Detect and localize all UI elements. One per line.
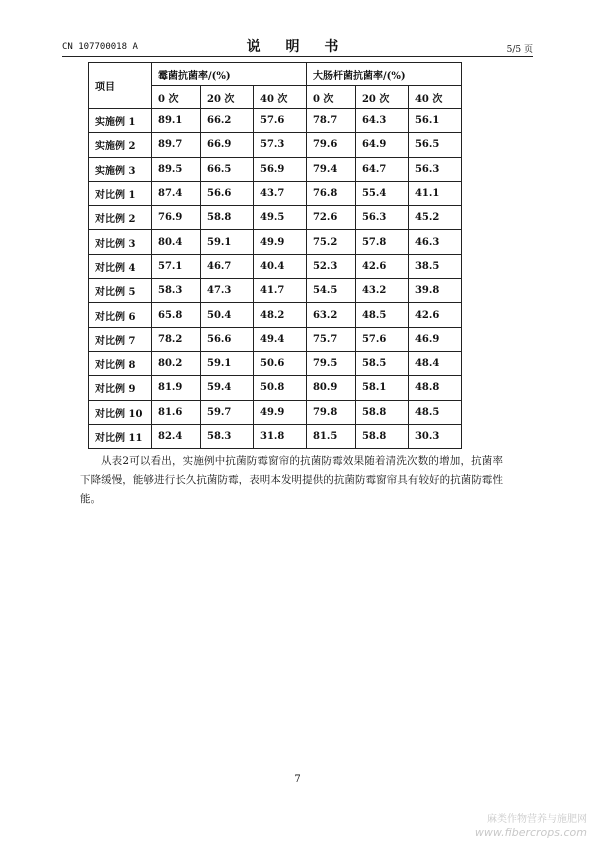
value-cell: 58.8 [201, 206, 254, 230]
value-cell: 39.8 [408, 279, 461, 303]
value-cell: 55.4 [355, 181, 408, 205]
value-cell: 47.3 [201, 279, 254, 303]
body-paragraph: 从表2可以看出，实施例中抗菌防霉窗帘的抗菌防霉效果随着清洗次数的增加，抗菌率下降缓慢，能够进行长久抗菌防霉，表明本发明提供的抗菌防霉窗帘具有较好的抗菌防霉性能。 [80, 455, 503, 505]
value-cell: 50.6 [253, 351, 306, 375]
value-cell: 89.7 [152, 133, 201, 157]
row-label: 实施例 2 [89, 133, 152, 157]
value-cell: 52.3 [306, 254, 355, 278]
table-row [89, 424, 462, 448]
value-cell: 81.5 [306, 424, 355, 448]
value-cell: 76.8 [306, 181, 355, 205]
row-label: 对比例 3 [89, 230, 152, 254]
value-cell: 56.6 [201, 181, 254, 205]
value-cell: 79.4 [306, 157, 355, 181]
value-cell: 46.3 [408, 230, 461, 254]
value-cell: 80.2 [152, 351, 201, 375]
value-cell: 56.6 [201, 327, 254, 351]
value-cell: 56.5 [408, 133, 461, 157]
value-cell: 58.3 [201, 424, 254, 448]
value-cell: 43.2 [355, 279, 408, 303]
table-row [89, 133, 462, 157]
subheader-cell: 40 次 [253, 86, 306, 109]
watermark [475, 813, 587, 839]
value-cell: 81.6 [152, 400, 201, 424]
value-cell: 64.7 [355, 157, 408, 181]
value-cell: 63.2 [306, 303, 355, 327]
value-cell: 66.9 [201, 133, 254, 157]
value-cell: 89.5 [152, 157, 201, 181]
watermark-url: www.fibercrops.com [474, 826, 587, 839]
document-title: 说 明 书 [246, 39, 349, 55]
table-row [89, 230, 462, 254]
table-row [89, 376, 462, 400]
value-cell: 54.5 [306, 279, 355, 303]
value-cell: 56.3 [355, 206, 408, 230]
ecoli-group-header: 大肠杆菌抗菌率/(%) [306, 63, 461, 86]
value-cell: 79.6 [306, 133, 355, 157]
subheader-cell: 20 次 [355, 86, 408, 109]
value-cell: 89.1 [152, 109, 201, 133]
value-cell: 59.1 [201, 351, 254, 375]
row-label: 实施例 1 [89, 109, 152, 133]
table-row [89, 351, 462, 375]
value-cell: 58.3 [152, 279, 201, 303]
value-cell: 46.7 [201, 254, 254, 278]
row-label: 对比例 7 [89, 327, 152, 351]
value-cell: 48.8 [408, 376, 461, 400]
value-cell: 66.5 [201, 157, 254, 181]
mold-group-header: 霉菌抗菌率/(%) [152, 63, 307, 86]
value-cell: 56.9 [253, 157, 306, 181]
row-label: 对比例 1 [89, 181, 152, 205]
value-cell: 31.8 [253, 424, 306, 448]
row-label: 对比例 10 [89, 400, 152, 424]
value-cell: 30.3 [408, 424, 461, 448]
value-cell: 46.9 [408, 327, 461, 351]
table-row [89, 181, 462, 205]
value-cell: 58.8 [355, 400, 408, 424]
value-cell: 81.9 [152, 376, 201, 400]
value-cell: 57.6 [253, 109, 306, 133]
value-cell: 64.9 [355, 133, 408, 157]
value-cell: 87.4 [152, 181, 201, 205]
page-header [62, 36, 533, 57]
value-cell: 38.5 [408, 254, 461, 278]
row-label: 对比例 8 [89, 351, 152, 375]
page-number: 7 [294, 774, 301, 785]
value-cell: 75.2 [306, 230, 355, 254]
value-cell: 79.8 [306, 400, 355, 424]
table-row [89, 254, 462, 278]
value-cell: 75.7 [306, 327, 355, 351]
value-cell: 49.9 [253, 230, 306, 254]
subheader-cell: 0 次 [152, 86, 201, 109]
value-cell: 45.2 [408, 206, 461, 230]
value-cell: 58.1 [355, 376, 408, 400]
value-cell: 50.4 [201, 303, 254, 327]
value-cell: 49.9 [253, 400, 306, 424]
table-row [89, 303, 462, 327]
value-cell: 50.8 [253, 376, 306, 400]
row-label: 对比例 4 [89, 254, 152, 278]
value-cell: 76.9 [152, 206, 201, 230]
value-cell: 78.7 [306, 109, 355, 133]
value-cell: 42.6 [355, 254, 408, 278]
value-cell: 48.5 [355, 303, 408, 327]
value-cell: 48.4 [408, 351, 461, 375]
subheader-cell: 40 次 [408, 86, 461, 109]
value-cell: 48.5 [408, 400, 461, 424]
value-cell: 64.3 [355, 109, 408, 133]
value-cell: 58.5 [355, 351, 408, 375]
row-label: 对比例 9 [89, 376, 152, 400]
row-label: 对比例 5 [89, 279, 152, 303]
value-cell: 82.4 [152, 424, 201, 448]
table-row [89, 400, 462, 424]
table-row [89, 206, 462, 230]
value-cell: 80.4 [152, 230, 201, 254]
value-cell: 59.1 [201, 230, 254, 254]
patent-number: CN 107700018 A [62, 42, 138, 52]
value-cell: 43.7 [253, 181, 306, 205]
value-cell: 42.6 [408, 303, 461, 327]
value-cell: 80.9 [306, 376, 355, 400]
value-cell: 57.6 [355, 327, 408, 351]
row-label: 实施例 3 [89, 157, 152, 181]
value-cell: 66.2 [201, 109, 254, 133]
value-cell: 57.3 [253, 133, 306, 157]
table-row [89, 157, 462, 181]
value-cell: 65.8 [152, 303, 201, 327]
row-label: 对比例 11 [89, 424, 152, 448]
value-cell: 58.8 [355, 424, 408, 448]
value-cell: 56.1 [408, 109, 461, 133]
page-indicator: 5/5 页 [506, 45, 533, 55]
value-cell: 49.4 [253, 327, 306, 351]
table-row [89, 109, 462, 133]
row-label: 对比例 6 [89, 303, 152, 327]
antibacterial-rate-table [88, 62, 462, 449]
value-cell: 49.5 [253, 206, 306, 230]
subheader-cell: 20 次 [201, 86, 254, 109]
value-cell: 57.1 [152, 254, 201, 278]
value-cell: 40.4 [253, 254, 306, 278]
table-header-row [89, 63, 462, 86]
value-cell: 41.7 [253, 279, 306, 303]
table-row [89, 279, 462, 303]
value-cell: 78.2 [152, 327, 201, 351]
value-cell: 41.1 [408, 181, 461, 205]
value-cell: 48.2 [253, 303, 306, 327]
value-cell: 59.4 [201, 376, 254, 400]
row-label: 对比例 2 [89, 206, 152, 230]
value-cell: 56.3 [408, 157, 461, 181]
value-cell: 79.5 [306, 351, 355, 375]
value-cell: 59.7 [201, 400, 254, 424]
value-cell: 72.6 [306, 206, 355, 230]
item-header: 项目 [89, 63, 152, 109]
value-cell: 57.8 [355, 230, 408, 254]
watermark-site-name: 麻类作物营养与施肥网 [487, 814, 587, 825]
table-row [89, 327, 462, 351]
subheader-cell: 0 次 [306, 86, 355, 109]
